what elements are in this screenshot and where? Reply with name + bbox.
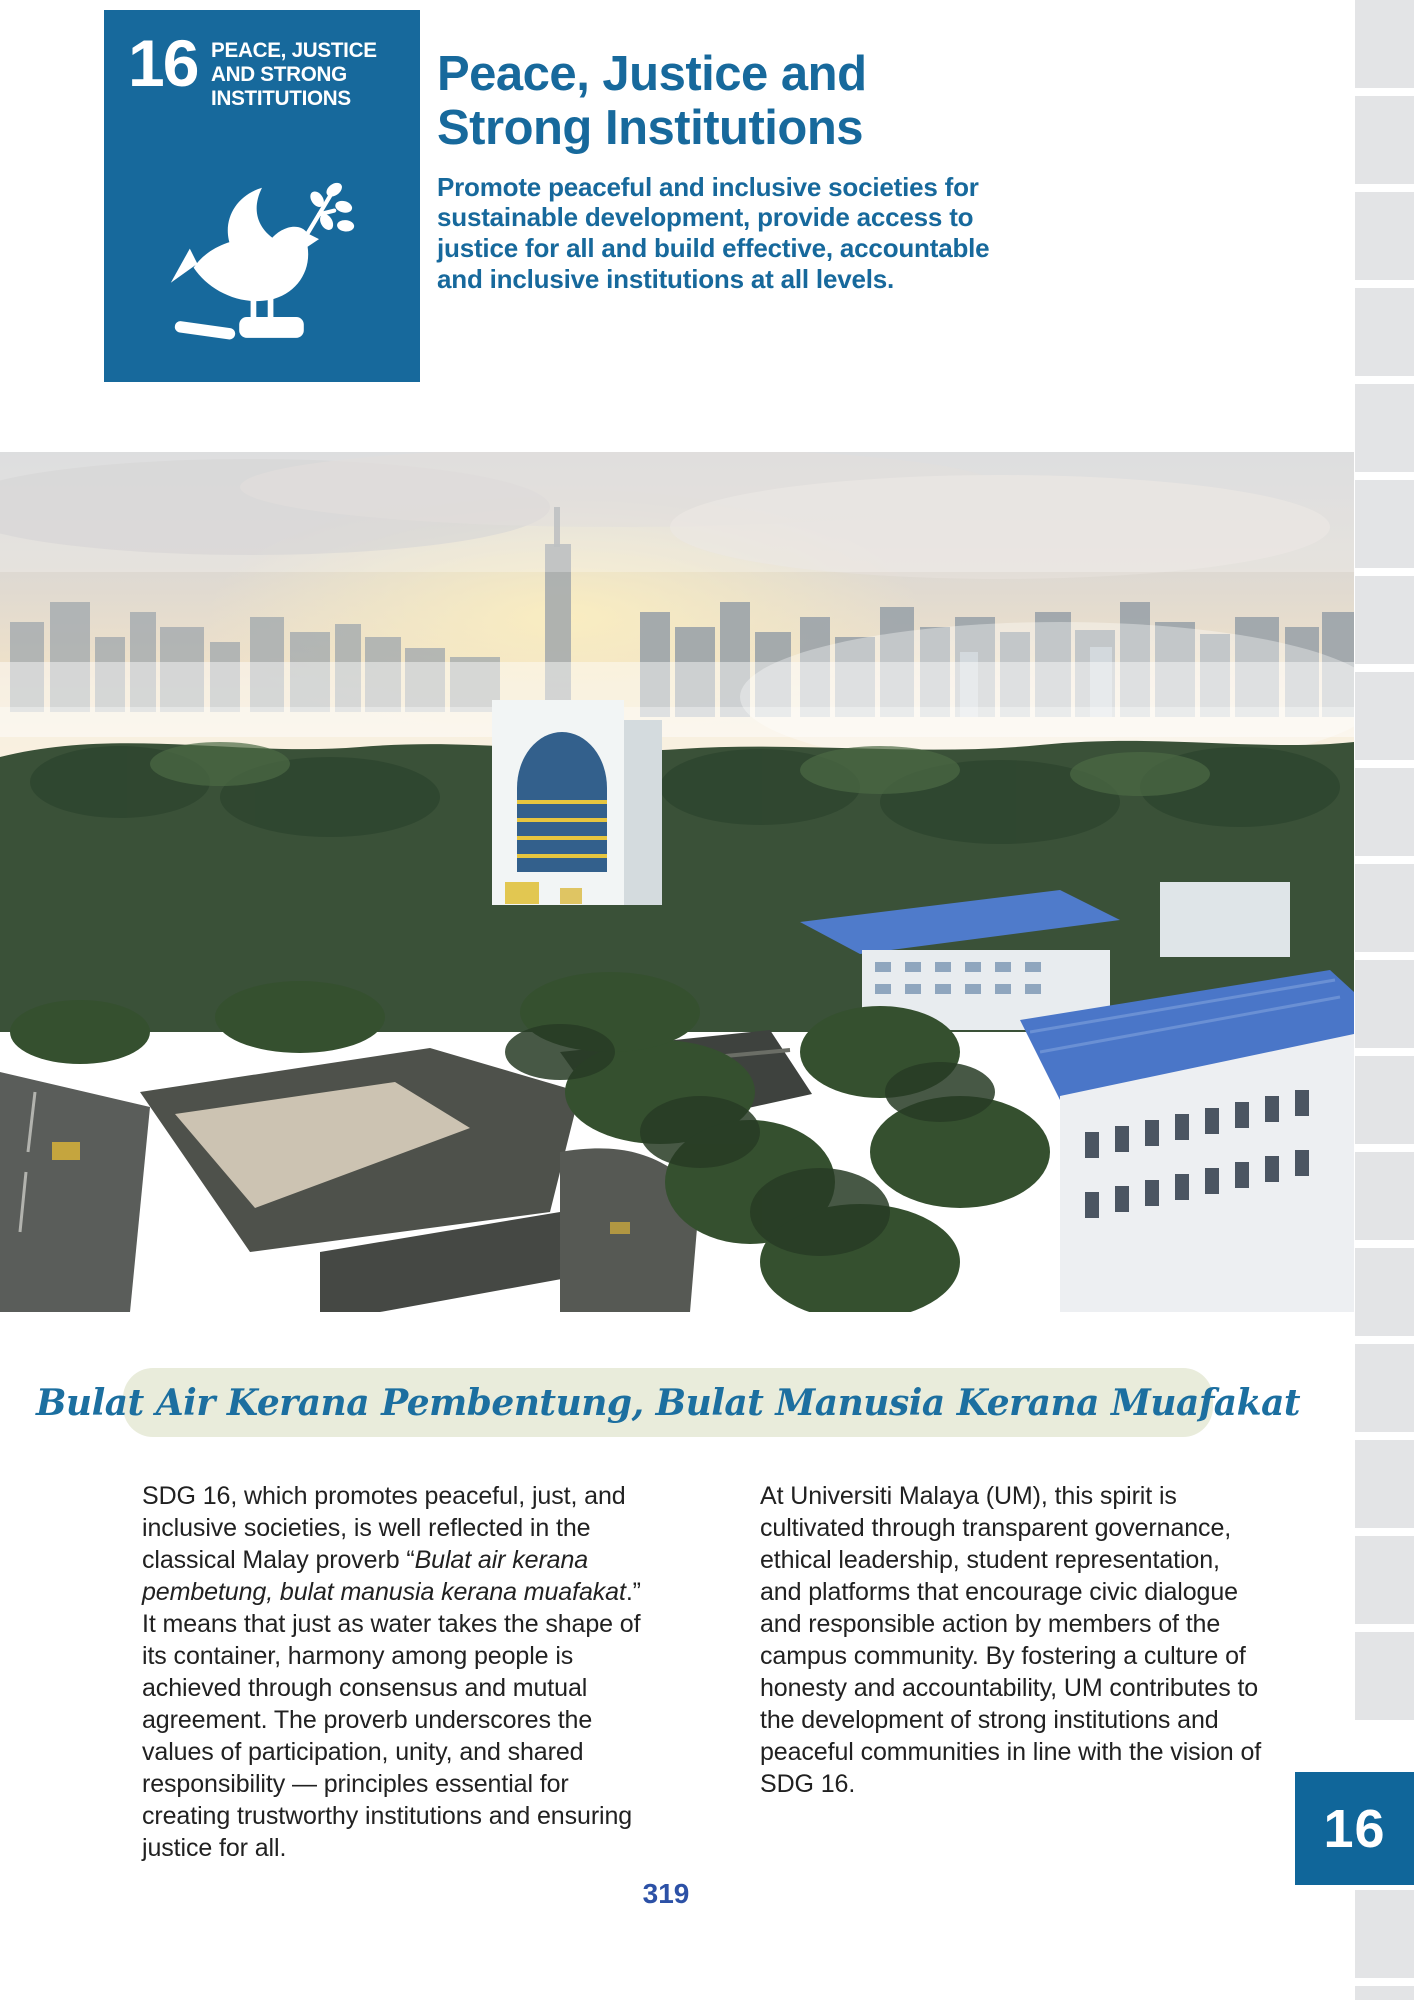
- strip-block: [1355, 576, 1414, 664]
- proverb-banner-text: Bulat Air Kerana Pembentung, Bulat Manusia Kerana Muafakat: [35, 1381, 1301, 1424]
- strip-block: [1355, 1152, 1414, 1240]
- strip-block: [1355, 0, 1414, 88]
- page-subtitle: Promote peaceful and inclusive societies for sustainable development, provide access to justice for all and build effective, accountable and inclusive institutions at all levels.: [437, 171, 990, 294]
- strip-block: [1355, 768, 1414, 856]
- strip-block: [1355, 1248, 1414, 1336]
- body-column-right: At Universiti Malaya (UM), this spirit is cultivated through transparent governance, ethical leadership, student representation, and platforms that encourage civic dialogue and responsible action by members of the campus community. By fostering a culture of honesty and accountability, UM contributes to the development of strong institutions and peaceful communities in line with the vision of SDG 16.: [760, 1482, 1262, 1798]
- gavel-head: [239, 317, 304, 338]
- sdg16-title-line1: PEACE, JUSTICE: [211, 38, 378, 62]
- proverb-banner: [35, 1368, 1301, 1437]
- header-block: [437, 48, 1077, 294]
- sdg16-number: 16: [128, 26, 198, 100]
- chapter-tab: [1295, 1772, 1414, 1885]
- dove-tail: [171, 249, 198, 283]
- sdg16-title-line3: INSTITUTIONS: [211, 86, 352, 111]
- strip-block: [1355, 1890, 1414, 1978]
- page-title: [437, 48, 1077, 156]
- left-text-italic-proverb: Bulat air kerana pembetung, bulat manusia kerana muafakat: [142, 1546, 626, 1606]
- strip-block: [1355, 1632, 1414, 1720]
- strip-block: [1355, 384, 1414, 472]
- strip-block: [1355, 288, 1414, 376]
- strip-block: [1355, 96, 1414, 184]
- arched-building: [492, 700, 662, 905]
- gavel-handle: [174, 320, 236, 340]
- page-number: 319: [642, 1878, 690, 1909]
- strip-block: [1355, 960, 1414, 1048]
- sdg16-title: [211, 38, 377, 110]
- sdg16-badge-header: [128, 26, 400, 111]
- strip-block: [1355, 1986, 1414, 2000]
- strip-block: [1355, 672, 1414, 760]
- dove-olive-branch-gavel-icon: [167, 160, 357, 360]
- page-title-line1: Peace, Justice and: [437, 47, 867, 101]
- strip-block: [1355, 1440, 1414, 1528]
- strip-block: [1355, 864, 1414, 952]
- strip-block: [1355, 1536, 1414, 1624]
- dove-wing: [228, 188, 277, 253]
- strip-block: [1355, 192, 1414, 280]
- strip-block: [1355, 1056, 1414, 1144]
- strip-block: [1355, 480, 1414, 568]
- campus-skyline-photo: [0, 452, 1354, 1312]
- left-text-after-italic: .” It means that just as water takes the shape of its container, harmony among people is achieved through consensus and mutual agreement. The proverb underscores the values of participation, unity, and shared responsibility — principles essential for creating trustworthy institutions and ensuring justice for all.: [142, 1578, 641, 1862]
- sdg16-title-line2: AND STRONG: [211, 62, 348, 87]
- side-strip: [1323, 0, 1414, 2000]
- chapter-tab-label: 16: [1323, 1798, 1386, 1859]
- body-column-left: [142, 1480, 658, 1864]
- hero-photo: [0, 452, 1354, 1312]
- page-title-line2: Strong Institutions: [437, 100, 863, 155]
- strip-block: [1355, 1344, 1414, 1432]
- left-text-before-italic: SDG 16, which promotes peaceful, just, and inclusive societies, is well reflected in the classical Malay proverb “: [142, 1482, 626, 1574]
- sdg16-badge: [104, 10, 420, 382]
